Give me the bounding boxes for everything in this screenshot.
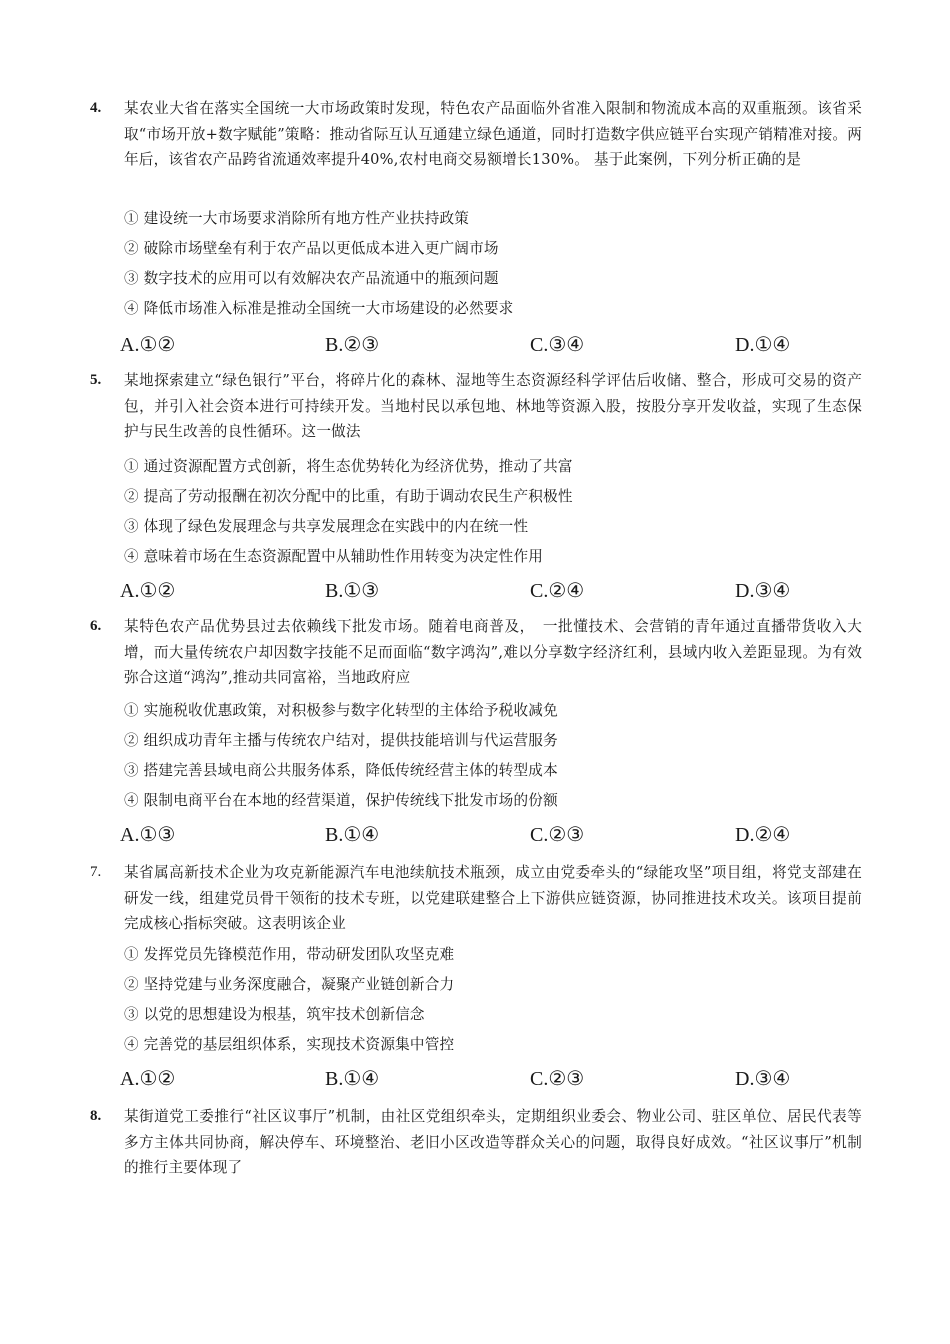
option-4: ④ 完善党的基层组织体系，实现技术资源集中管控 — [124, 1036, 455, 1053]
answer-choices — [120, 1064, 880, 1094]
answer-d[interactable]: D.①④ — [735, 334, 791, 356]
answer-choices — [120, 820, 880, 850]
option-2: ② 坚持党建与业务深度融合，凝聚产业链创新合力 — [124, 976, 455, 993]
question-stem: 某特色农产品优势县过去依赖线下批发市场。随着电商普及， 一批懂技术、会营销的青年通过直播带货收入大增，而大量传统农户却因数字技能不足而面临“数字鸿沟”,难以分享数字经济红利，县域内收入差距显现。为有效弥合这道“鸿沟”,推动共同富裕，当地政府应 — [124, 618, 862, 686]
option-1: ① 建设统一大市场要求消除所有地方性产业扶持政策 — [124, 210, 470, 227]
answer-c[interactable]: C.③④ — [530, 334, 585, 356]
question-stem: 某省属高新技术企业为攻克新能源汽车电池续航技术瓶颈，成立由党委牵头的“绿能攻坚”项目组，将党支部建在研发一线，组建党员骨干领衔的技术专班，以党建联建整合上下游供应链资源，协同推进技术攻关。该项目提前完成核心指标突破。这表明该企业 — [124, 864, 862, 932]
answer-a[interactable]: A.①② — [120, 334, 176, 356]
question-number: 7. — [90, 864, 102, 880]
answer-choices — [120, 576, 880, 606]
option-list — [124, 696, 864, 816]
answer-b[interactable]: B.②③ — [325, 334, 380, 356]
question-number: 4. — [90, 100, 102, 116]
option-4: ④ 降低市场准入标准是推动全国统一大市场建设的必然要求 — [124, 300, 514, 317]
option-list — [124, 940, 864, 1060]
option-4: ④ 限制电商平台在本地的经营渠道，保护传统线下批发市场的份额 — [124, 792, 558, 809]
answer-a[interactable]: A.①② — [120, 1068, 176, 1090]
question-stem: 某农业大省在落实全国统一大市场政策时发现，特色农产品面临外省准入限制和物流成本高的双重瓶颈。该省采取“市场开放+数字赋能”策略：推动省际互认互通建立绿色通道，同时打造数字供应链平台实现产销精准对接。两年后，该省农产品跨省流通效率提升40%,农村电商交易额增长130%。 基于此案例，下列分析正确的是 — [124, 100, 862, 168]
option-list — [124, 204, 864, 324]
answer-b[interactable]: B.①④ — [325, 824, 380, 846]
option-1: ① 实施税收优惠政策，对积极参与数字化转型的主体给予税收减免 — [124, 702, 558, 719]
option-4: ④ 意味着市场在生态资源配置中从辅助性作用转变为决定性作用 — [124, 548, 544, 565]
option-2: ② 破除市场壁垒有利于农产品以更低成本进入更广阔市场 — [124, 240, 499, 257]
option-3: ③ 以党的思想建设为根基，筑牢技术创新信念 — [124, 1006, 425, 1023]
question-stem: 某地探索建立“绿色银行”平台，将碎片化的森林、湿地等生态资源经科学评估后收储、整合，形成可交易的资产包，并引入社会资本进行可持续开发。当地村民以承包地、林地等资源入股，按股分享开发收益，实现了生态保护与民生改善的良性循环。这一做法 — [124, 372, 862, 440]
option-3: ③ 数字技术的应用可以有效解决农产品流通中的瓶颈问题 — [124, 270, 499, 287]
answer-a[interactable]: A.①② — [120, 580, 176, 602]
option-1: ① 发挥党员先锋模范作用，带动研发团队攻坚克难 — [124, 946, 455, 963]
option-3: ③ 搭建完善县域电商公共服务体系，降低传统经营主体的转型成本 — [124, 762, 558, 779]
question-number: 6. — [90, 618, 102, 634]
answer-a[interactable]: A.①③ — [120, 824, 176, 846]
question-stem: 某街道党工委推行“社区议事厅”机制，由社区党组织牵头，定期组织业委会、物业公司、驻区单位、居民代表等多方主体共同协商，解决停车、环境整治、老旧小区改造等群众关心的问题，取得良好成效。“社区议事厅”机制的推行主要体现了 — [124, 1108, 862, 1176]
answer-c[interactable]: C.②③ — [530, 824, 585, 846]
answer-c[interactable]: C.②④ — [530, 580, 585, 602]
answer-b[interactable]: B.①④ — [325, 1068, 380, 1090]
answer-c[interactable]: C.②③ — [530, 1068, 585, 1090]
answer-b[interactable]: B.①③ — [325, 580, 380, 602]
answer-choices — [120, 330, 880, 360]
option-1: ① 通过资源配置方式创新，将生态优势转化为经济优势，推动了共富 — [124, 458, 573, 475]
answer-d[interactable]: D.③④ — [735, 580, 791, 602]
question-number: 5. — [90, 372, 102, 388]
answer-d[interactable]: D.②④ — [735, 824, 791, 846]
option-3: ③ 体现了绿色发展理念与共享发展理念在实践中的内在统一性 — [124, 518, 529, 535]
question-number: 8. — [90, 1108, 102, 1124]
option-2: ② 组织成功青年主播与传统农户结对，提供技能培训与代运营服务 — [124, 732, 558, 749]
answer-d[interactable]: D.③④ — [735, 1068, 791, 1090]
option-list — [124, 452, 864, 572]
option-2: ② 提高了劳动报酬在初次分配中的比重，有助于调动农民生产积极性 — [124, 488, 573, 505]
